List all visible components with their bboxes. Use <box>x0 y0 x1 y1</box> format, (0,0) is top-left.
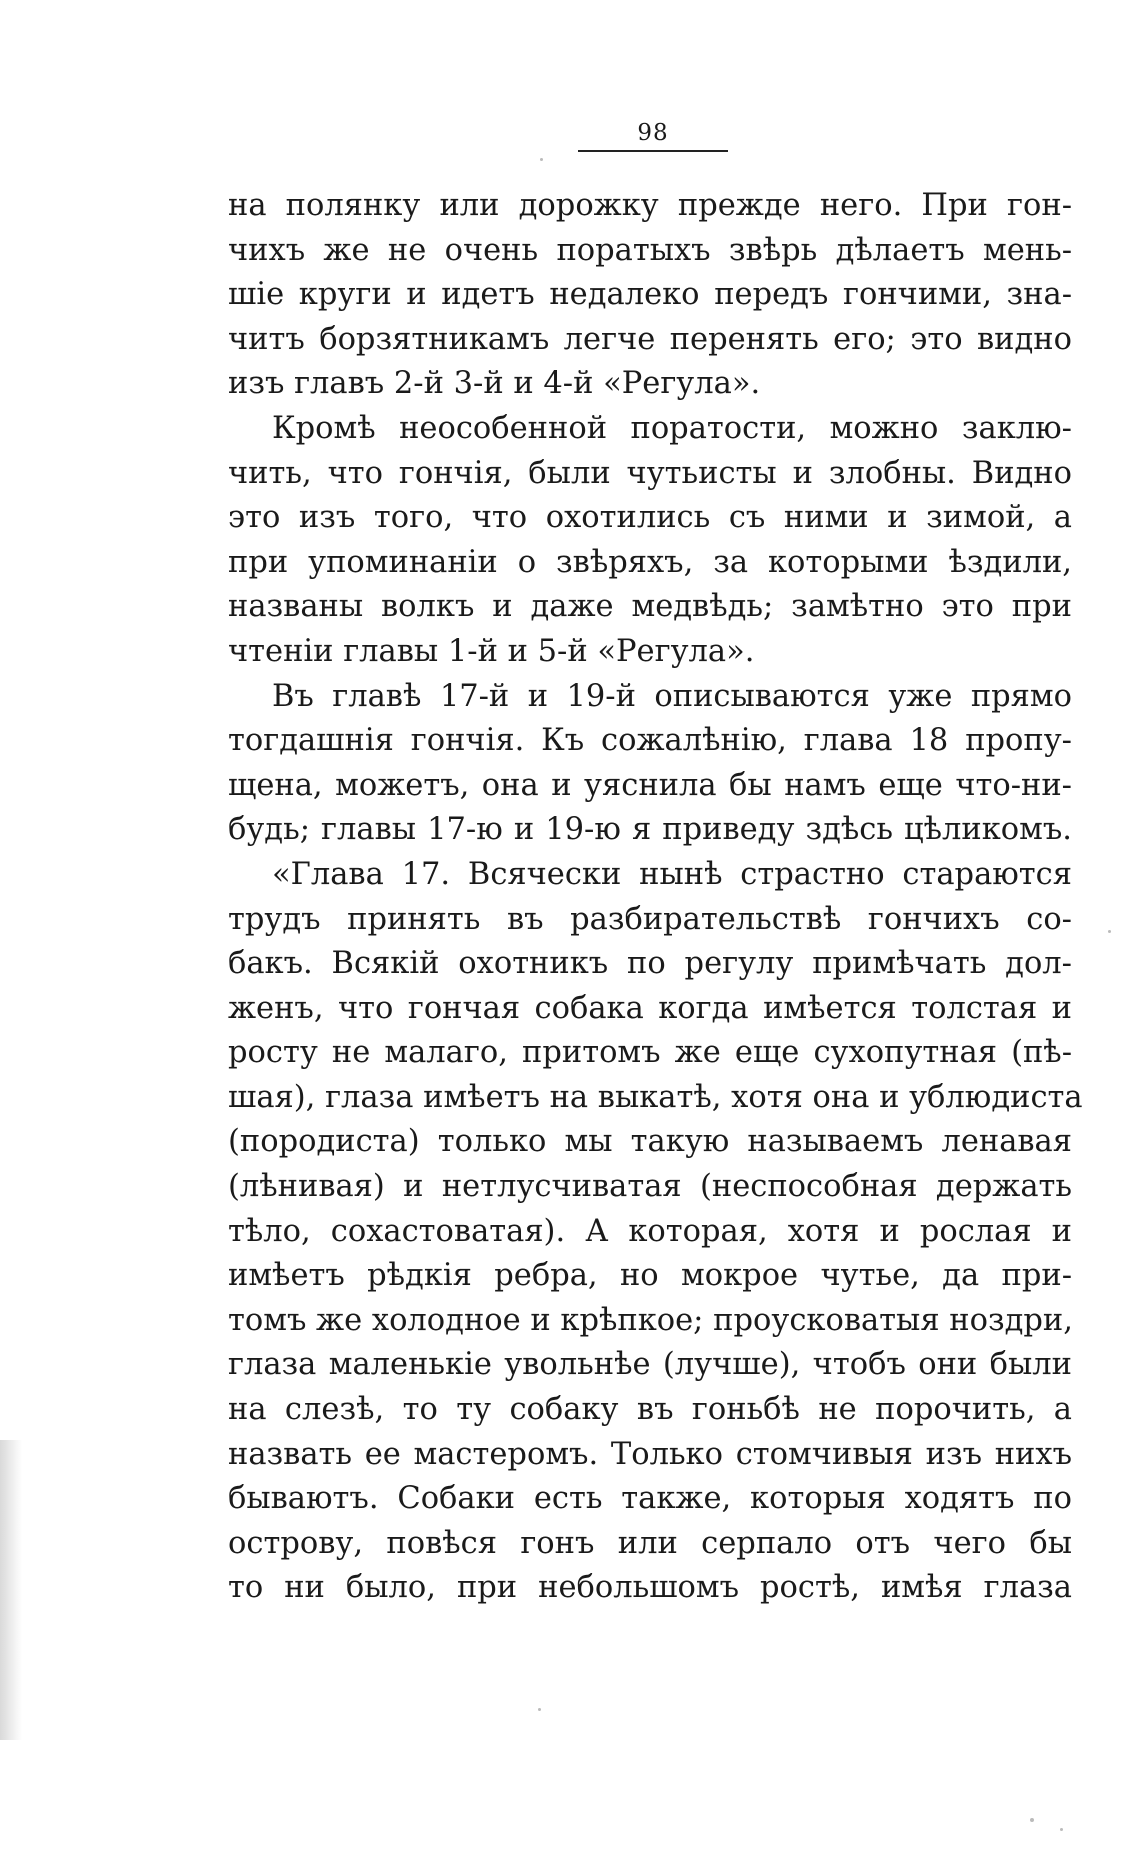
text-line: чтеніи главы 1-й и 5-й «Регула». <box>228 633 755 669</box>
text-line: бакъ. Всякій охотникъ по регулу примѣчать дол- <box>228 946 1072 982</box>
text-line: на слезѣ, то ту собаку въ гоньбѣ не порочить, а <box>228 1392 1072 1428</box>
text-line: чить, что гончія, были чутьисты и злобны. Видно <box>228 455 1072 491</box>
text-line: то ни было, при небольшомъ ростѣ, имѣя глаза <box>228 1570 1072 1606</box>
scan-speck <box>540 158 543 161</box>
text-line: бываютъ. Собаки есть также, которыя ходятъ по <box>228 1481 1072 1517</box>
text-line: глаза маленькіе увольнѣе (лучше), чтобъ они были <box>228 1347 1072 1383</box>
scan-speck <box>538 1708 541 1711</box>
text-line: изъ главъ 2-й 3-й и 4-й «Регула». <box>228 366 761 402</box>
text-line: читъ борзятникамъ легче перенять его; это видно <box>228 321 1072 357</box>
text-line: женъ, что гончая собака когда имѣется толстая и <box>228 990 1072 1026</box>
text-line: трудъ принять въ разбирательствѣ гончихъ со- <box>228 901 1072 937</box>
page-number: 98 <box>637 120 669 146</box>
scan-speck <box>1030 1818 1034 1822</box>
text-line: тѣло, сохастоватая). А которая, хотя и рослая и <box>228 1213 1072 1249</box>
text-line: это изъ того, что охотились съ ними и зимой, а <box>228 500 1072 536</box>
text-line: названы волкъ и даже медвѣдь; замѣтно это при <box>228 589 1072 625</box>
text-line: росту не малаго, притомъ же еще сухопутная (пѣ- <box>228 1035 1072 1071</box>
text-line: «Глава 17. Всячески нынѣ страстно стараются <box>272 856 1072 892</box>
scan-speck <box>1060 1828 1063 1831</box>
page-number-rule <box>578 150 728 152</box>
text-line: Кромѣ неособенной поратости, можно заклю- <box>272 410 1072 446</box>
scan-edge-shadow <box>0 1440 22 1740</box>
text-line: будь; главы 17-ю и 19-ю я приведу здѣсь цѣликомъ. <box>228 812 1072 848</box>
text-line: острову, повѣся гонъ или серпало отъ чего бы <box>228 1525 1072 1561</box>
scan-speck <box>1108 930 1111 933</box>
body-text <box>228 184 1083 1611</box>
text-line: шая), глаза имѣетъ на выкатѣ, хотя она и ублюдиста <box>228 1079 1083 1115</box>
text-line: назвать ее мастеромъ. Только стомчивыя изъ нихъ <box>228 1436 1072 1472</box>
text-line: (лѣнивая) и нетлусчиватая (неспособная держать <box>228 1169 1072 1205</box>
text-line: на полянку или дорожку прежде него. При гон- <box>228 188 1072 223</box>
text-line: щена, можетъ, она и уяснила бы намъ еще что-ни- <box>228 767 1072 803</box>
text-line: Въ главѣ 17-й и 19-й описываются уже прямо <box>272 678 1072 714</box>
text-line: имѣетъ рѣдкія ребра, но мокрое чутье, да при- <box>228 1258 1072 1294</box>
text-line: при упоминаніи о звѣряхъ, за которыми ѣздили, <box>228 544 1072 580</box>
text-line: тогдашнія гончія. Къ сожалѣнію, глава 18 пропу- <box>228 723 1072 759</box>
text-line: шіе круги и идетъ недалеко передъ гончими, зна- <box>228 277 1072 313</box>
text-line: (породиста) только мы такую называемъ ленавая <box>228 1124 1072 1160</box>
text-line: чихъ же не очень поратыхъ звѣрь дѣлаетъ мень- <box>228 232 1072 268</box>
text-line: томъ же холодное и крѣпкое; проусковатыя ноздри, <box>228 1302 1073 1338</box>
